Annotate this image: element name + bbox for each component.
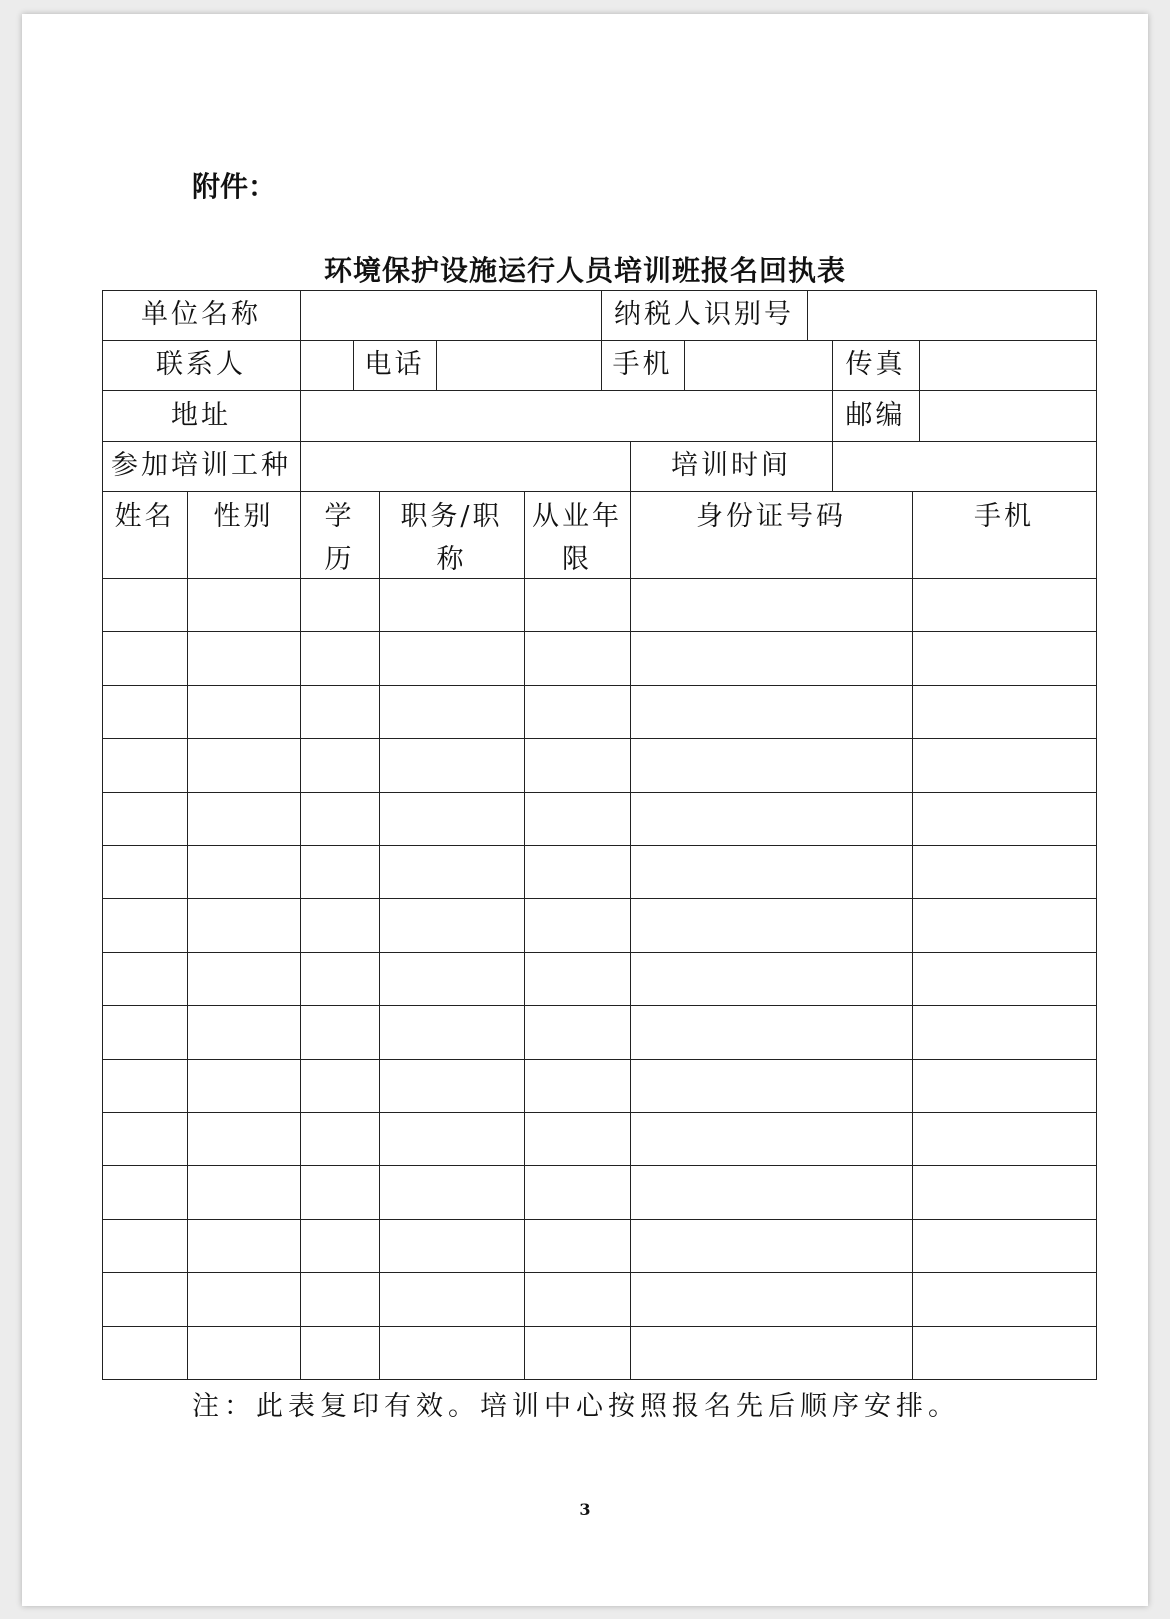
- table-rule: [919, 390, 920, 442]
- table-cell[interactable]: [300, 952, 379, 1005]
- table-cell[interactable]: [379, 578, 524, 631]
- table-cell[interactable]: [524, 1059, 630, 1112]
- table-cell[interactable]: [300, 1219, 379, 1272]
- table-cell[interactable]: [300, 792, 379, 845]
- table-cell[interactable]: [912, 578, 1096, 631]
- table-cell[interactable]: [187, 738, 300, 792]
- field-phone[interactable]: [436, 340, 601, 390]
- table-cell[interactable]: [102, 631, 187, 685]
- table-cell[interactable]: [187, 1272, 300, 1326]
- table-cell[interactable]: [379, 1165, 524, 1219]
- label-fax: 传真: [845, 349, 906, 381]
- table-cell[interactable]: [912, 1059, 1096, 1112]
- attachment-label: 附件：: [192, 170, 277, 203]
- table-rule: [102, 491, 1097, 492]
- table-cell[interactable]: [300, 1272, 379, 1326]
- table-cell[interactable]: [102, 792, 187, 845]
- field-mobile[interactable]: [684, 340, 832, 390]
- table-rule: [102, 340, 1097, 341]
- header-position: 职务/职称: [400, 501, 503, 576]
- table-cell[interactable]: [187, 1059, 300, 1112]
- table-cell[interactable]: [102, 1326, 187, 1379]
- table-cell[interactable]: [379, 1059, 524, 1112]
- table-rule: [300, 390, 301, 442]
- table-cell[interactable]: [102, 1165, 187, 1219]
- table-cell[interactable]: [300, 845, 379, 898]
- label-unit-name: 单位名称: [141, 299, 261, 331]
- table-cell[interactable]: [912, 1112, 1096, 1165]
- table-cell[interactable]: [630, 1326, 912, 1379]
- table-cell[interactable]: [300, 1005, 379, 1059]
- table-cell[interactable]: [379, 631, 524, 685]
- table-rule: [300, 441, 301, 492]
- table-cell[interactable]: [102, 952, 187, 1005]
- header-mobile: 手机: [974, 501, 1034, 532]
- field-address[interactable]: [300, 390, 832, 441]
- table-cell[interactable]: [912, 1326, 1096, 1379]
- table-cell[interactable]: [630, 685, 912, 738]
- table-cell[interactable]: [524, 578, 630, 631]
- table-cell[interactable]: [524, 952, 630, 1005]
- table-rule: [436, 340, 437, 391]
- table-cell[interactable]: [102, 1005, 187, 1059]
- table-cell[interactable]: [912, 1272, 1096, 1326]
- header-education: 学历: [324, 501, 355, 576]
- table-cell[interactable]: [300, 1165, 379, 1219]
- table-cell[interactable]: [524, 631, 630, 685]
- table-cell[interactable]: [187, 578, 300, 631]
- table-cell[interactable]: [300, 578, 379, 631]
- table-rule: [102, 290, 1097, 291]
- table-cell[interactable]: [300, 1326, 379, 1379]
- label-address: 地址: [171, 399, 231, 431]
- table-cell[interactable]: [379, 1272, 524, 1326]
- table-cell[interactable]: [379, 1112, 524, 1165]
- table-rule: [832, 390, 833, 442]
- table-cell[interactable]: [187, 1005, 300, 1059]
- table-cell[interactable]: [187, 1165, 300, 1219]
- table-cell[interactable]: [630, 845, 912, 898]
- table-cell[interactable]: [630, 1005, 912, 1059]
- table-cell[interactable]: [630, 1165, 912, 1219]
- table-rule: [601, 340, 602, 391]
- table-cell[interactable]: [524, 898, 630, 952]
- page-number: 3: [579, 1500, 591, 1519]
- table-cell[interactable]: [187, 898, 300, 952]
- label-job-type: 参加培训工种: [111, 450, 291, 482]
- table-cell[interactable]: [379, 1005, 524, 1059]
- table-rule: [300, 290, 301, 341]
- table-rule: [300, 340, 301, 391]
- table-cell[interactable]: [524, 1272, 630, 1326]
- header-years: 从业年限: [532, 501, 622, 576]
- table-cell[interactable]: [102, 738, 187, 792]
- field-job-type[interactable]: [300, 441, 630, 491]
- table-rule: [601, 290, 602, 341]
- table-cell[interactable]: [912, 845, 1096, 898]
- table-cell[interactable]: [912, 1165, 1096, 1219]
- table-cell[interactable]: [379, 952, 524, 1005]
- field-tax-id[interactable]: [807, 290, 1096, 340]
- table-cell[interactable]: [187, 1326, 300, 1379]
- table-cell[interactable]: [630, 578, 912, 631]
- table-cell[interactable]: [300, 1059, 379, 1112]
- table-cell[interactable]: [912, 1005, 1096, 1059]
- table-cell[interactable]: [630, 792, 912, 845]
- table-cell[interactable]: [102, 685, 187, 738]
- table-cell[interactable]: [102, 1272, 187, 1326]
- table-cell[interactable]: [187, 1219, 300, 1272]
- table-cell[interactable]: [524, 792, 630, 845]
- table-rule: [684, 340, 685, 391]
- table-cell[interactable]: [912, 685, 1096, 738]
- footnote: 注：此表复印有效。培训中心按照报名先后顺序安排。: [192, 1391, 960, 1422]
- table-cell[interactable]: [187, 952, 300, 1005]
- label-tax-id: 纳税人识别号: [614, 299, 794, 331]
- table-cell[interactable]: [300, 631, 379, 685]
- header-name: 姓名: [114, 501, 175, 532]
- table-rule: [919, 340, 920, 391]
- field-postcode[interactable]: [919, 390, 1096, 441]
- table-cell[interactable]: [912, 738, 1096, 792]
- table-cell[interactable]: [524, 1219, 630, 1272]
- table-cell[interactable]: [524, 1005, 630, 1059]
- table-cell[interactable]: [630, 898, 912, 952]
- table-cell[interactable]: [187, 845, 300, 898]
- table-cell[interactable]: [524, 1112, 630, 1165]
- table-cell[interactable]: [912, 631, 1096, 685]
- table-cell[interactable]: [379, 1219, 524, 1272]
- table-cell[interactable]: [524, 1326, 630, 1379]
- field-unit-name[interactable]: [300, 290, 601, 340]
- document-page: [22, 14, 1148, 1606]
- table-rule: [832, 441, 833, 492]
- table-cell[interactable]: [300, 1112, 379, 1165]
- table-rule: [353, 340, 354, 391]
- table-cell[interactable]: [912, 1219, 1096, 1272]
- table-cell[interactable]: [102, 578, 187, 631]
- table-rule: [807, 290, 808, 341]
- label-training-time: 培训时间: [671, 450, 791, 482]
- table-cell[interactable]: [630, 952, 912, 1005]
- table-cell[interactable]: [300, 685, 379, 738]
- field-fax[interactable]: [919, 340, 1096, 390]
- table-cell[interactable]: [379, 685, 524, 738]
- header-id-number: 身份证号码: [696, 501, 846, 532]
- table-cell[interactable]: [912, 952, 1096, 1005]
- label-postcode: 邮编: [845, 399, 906, 431]
- label-mobile: 手机: [612, 349, 673, 381]
- table-rule: [102, 441, 1097, 442]
- table-cell[interactable]: [379, 1326, 524, 1379]
- table-cell[interactable]: [187, 631, 300, 685]
- table-cell[interactable]: [524, 1165, 630, 1219]
- table-cell[interactable]: [630, 1219, 912, 1272]
- table-rule: [102, 390, 1097, 391]
- table-rule: [1096, 290, 1097, 1380]
- table-rule: [832, 340, 833, 391]
- table-cell[interactable]: [630, 1112, 912, 1165]
- table-cell[interactable]: [102, 1059, 187, 1112]
- table-cell[interactable]: [102, 1219, 187, 1272]
- field-training-time[interactable]: [832, 441, 1096, 491]
- table-cell[interactable]: [379, 898, 524, 952]
- table-cell[interactable]: [912, 792, 1096, 845]
- table-cell[interactable]: [630, 1272, 912, 1326]
- table-cell[interactable]: [912, 898, 1096, 952]
- table-cell[interactable]: [187, 1112, 300, 1165]
- table-cell[interactable]: [300, 738, 379, 792]
- table-cell[interactable]: [630, 631, 912, 685]
- table-cell[interactable]: [187, 792, 300, 845]
- table-cell[interactable]: [379, 792, 524, 845]
- table-cell[interactable]: [102, 1112, 187, 1165]
- table-cell[interactable]: [102, 845, 187, 898]
- table-cell[interactable]: [102, 898, 187, 952]
- table-cell[interactable]: [524, 685, 630, 738]
- table-rule: [630, 441, 631, 492]
- label-phone: 电话: [364, 349, 425, 381]
- table-cell[interactable]: [524, 738, 630, 792]
- table-cell[interactable]: [300, 898, 379, 952]
- table-cell[interactable]: [524, 845, 630, 898]
- table-rule: [102, 1379, 1097, 1380]
- field-contact[interactable]: [300, 340, 353, 390]
- table-cell[interactable]: [187, 685, 300, 738]
- registration-form-table: [102, 290, 1096, 1379]
- table-cell[interactable]: [379, 845, 524, 898]
- label-contact: 联系人: [156, 349, 246, 381]
- table-cell[interactable]: [379, 738, 524, 792]
- form-title: 环境保护设施运行人员培训班报名回执表: [323, 254, 846, 287]
- header-gender: 性别: [213, 501, 274, 532]
- table-cell[interactable]: [630, 1059, 912, 1112]
- table-cell[interactable]: [630, 738, 912, 792]
